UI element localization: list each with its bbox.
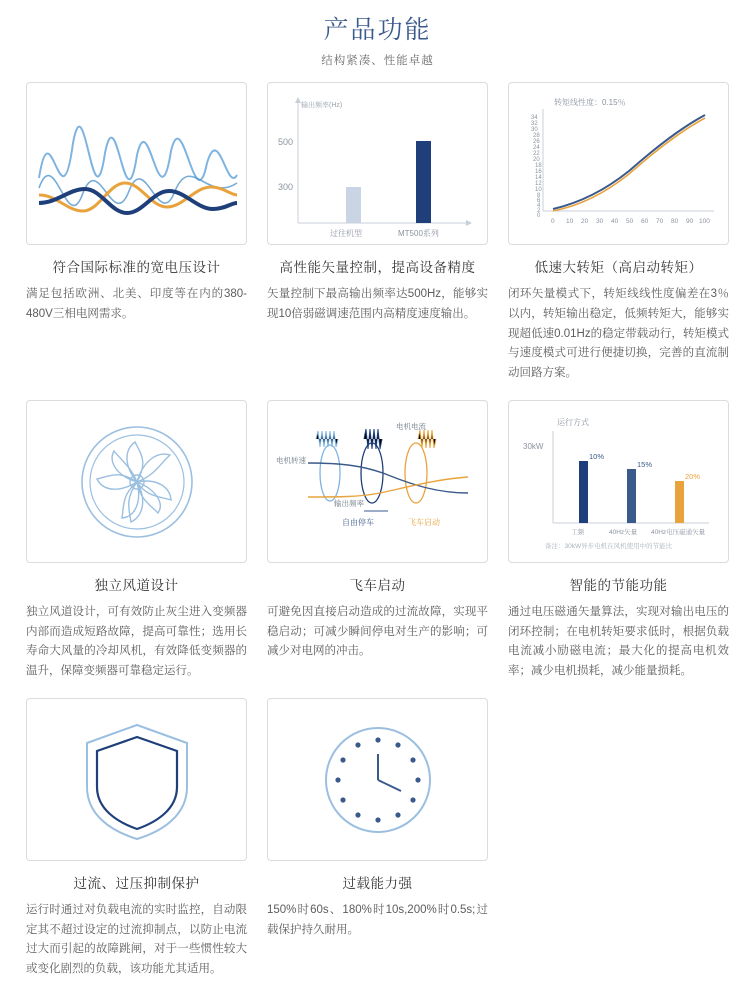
svg-text:30: 30 <box>596 218 604 225</box>
svg-text:20: 20 <box>533 157 540 163</box>
feature-title: 符合国际标准的宽电压设计 <box>52 260 221 275</box>
svg-text:60: 60 <box>641 218 649 225</box>
svg-text:12: 12 <box>535 181 542 187</box>
x-ticks <box>551 218 710 225</box>
feature-card <box>16 82 257 400</box>
bar-legacy <box>346 187 361 223</box>
label-output-freq: 输出频率 <box>334 498 364 508</box>
xtick-mt500: MT500系列 <box>398 229 439 238</box>
xtick-power-frequency: 工频 <box>571 528 584 536</box>
label-motor-speed: 电机转速 <box>276 455 306 465</box>
feature-card <box>498 400 739 698</box>
bar-mt500 <box>416 141 431 223</box>
svg-text:90: 90 <box>686 218 694 225</box>
xtick-legacy: 过往机型 <box>330 229 362 238</box>
axis-ylabel: 输出频率(Hz) <box>301 102 343 109</box>
feature-body: 满足包括欧洲、北美、印度等在内的380-480V三相电网需求。 <box>26 288 247 320</box>
feature-body: 闭环矢量模式下，转矩线线性度偏差在3％以内，转矩输出稳定，低频转矩大，能够实现超低速0.01Hz的稳定带载动行，转矩模式与速度模式可进行便捷切换，完善的直流制动回路方案。 <box>508 288 729 380</box>
xtick-40hz-vector: 40Hz矢量 <box>609 528 638 536</box>
svg-text:6: 6 <box>537 198 541 204</box>
svg-text:16: 16 <box>535 169 542 175</box>
feature-card <box>257 400 498 698</box>
feature-card <box>16 400 257 698</box>
svg-text:40: 40 <box>611 218 619 225</box>
feature-card <box>257 698 498 996</box>
feature-body: 150%时60s、180%时10s,200%时0.5s;过载保护持久耐用。 <box>267 903 488 936</box>
svg-text:24: 24 <box>533 145 540 151</box>
ytick-500: 500 <box>278 137 294 147</box>
chart-title: 转矩线性度：0.15％ <box>554 98 626 107</box>
ytick-300: 300 <box>278 182 294 192</box>
flying-start-diagram <box>267 400 488 563</box>
feature-body: 通过电压磁通矢量算法，实现对输出电压的闭环控制；在电机转矩要求低时，根据负载电流减小励磁电流；最大化的提高电机效率；减少电机损耗，减少能量损耗。 <box>508 605 729 678</box>
page-subtitle: 结构紧凑、性能卓越 <box>321 55 434 67</box>
svg-text:26: 26 <box>533 139 540 145</box>
series-blue <box>553 115 705 209</box>
bar-power-frequency <box>579 461 588 523</box>
fan-icon <box>26 400 247 563</box>
feature-title: 低速大转矩（高启动转矩） <box>534 260 703 275</box>
svg-text:10: 10 <box>535 187 542 193</box>
bar-chart-energy <box>508 400 729 563</box>
bar-chart-frequency <box>267 82 488 245</box>
svg-text:70: 70 <box>656 218 664 225</box>
svg-text:34: 34 <box>531 115 538 121</box>
svg-text:28: 28 <box>533 133 540 139</box>
bar-40hz-vector <box>627 469 636 523</box>
clock-icon <box>267 698 488 861</box>
svg-text:14: 14 <box>535 175 542 181</box>
value-label-20: 20% <box>685 471 701 481</box>
feature-title: 过流、过压抑制保护 <box>73 875 200 891</box>
feature-body: 可避免因直接启动造成的过流故障，实现平稳启动；可减少瞬间停电对生产的影响；可减少对电网的冲击。 <box>267 605 488 658</box>
y-ticks <box>531 115 542 219</box>
feature-card <box>16 698 257 996</box>
feature-title: 独立风道设计 <box>94 577 179 593</box>
svg-text:0: 0 <box>537 213 541 219</box>
chart-title: 运行方式 <box>557 417 589 427</box>
svg-text:10: 10 <box>566 218 574 225</box>
svg-text:50: 50 <box>626 218 634 225</box>
svg-text:32: 32 <box>531 121 538 127</box>
feature-grid <box>0 82 755 996</box>
feature-title: 智能的节能功能 <box>569 577 668 593</box>
svg-text:80: 80 <box>671 218 679 225</box>
feature-body: 矢量控制下最高输出频率达500Hz，能够实现10倍弱磁调速范围内高精度速度输出。 <box>267 288 488 320</box>
svg-text:8: 8 <box>537 193 541 199</box>
svg-text:2: 2 <box>537 208 541 214</box>
svg-text:0: 0 <box>551 218 555 225</box>
line-chart-torque <box>508 82 729 245</box>
ylabel-30kw: 30kW <box>523 441 544 451</box>
feature-title: 高性能矢量控制，提高设备精度 <box>279 260 476 275</box>
shield-icon <box>26 698 247 861</box>
feature-title: 过载能力强 <box>342 875 413 891</box>
waveform-chart <box>26 82 247 245</box>
svg-text:30: 30 <box>531 127 538 133</box>
value-label-15: 15% <box>637 459 653 469</box>
svg-text:4: 4 <box>537 203 541 209</box>
bar-40hz-flux-vector <box>675 481 684 523</box>
svg-text:20: 20 <box>581 218 589 225</box>
feature-card <box>498 82 739 400</box>
svg-text:22: 22 <box>533 151 540 157</box>
feature-title: 飞车启动 <box>349 577 406 593</box>
feature-body: 运行时通过对负载电流的实时监控，自动限定其不超过设定的过流抑制点，以防止电流过大而引起的故障跳闸，对于一些惯性较大或变化剧烈的负载，该功能尤其适用。 <box>26 903 247 976</box>
svg-text:18: 18 <box>535 163 542 169</box>
label-flying-start: 飞车启动 <box>408 517 440 527</box>
svg-text:100: 100 <box>699 218 710 225</box>
series-orange <box>553 118 705 211</box>
xtick-40hz-flux: 40Hz电压磁通矢量 <box>651 528 706 536</box>
feature-body: 独立风道设计，可有效防止灰尘进入变频器内部而造成短路故障，提高可靠性；选用长寿命大风量的冷却风机，有效降低变频器的温升，保障变频器可靠稳定运行。 <box>26 605 247 678</box>
page-title: 产品功能 <box>323 16 432 44</box>
feature-card <box>257 82 498 400</box>
chart-note: 备注：30kW异步电机在风机使用中的节能比 <box>545 542 673 550</box>
label-motor-current: 电机电流 <box>396 421 426 431</box>
value-label-10: 10% <box>589 451 605 461</box>
label-free-stop: 自由停车 <box>342 517 374 527</box>
